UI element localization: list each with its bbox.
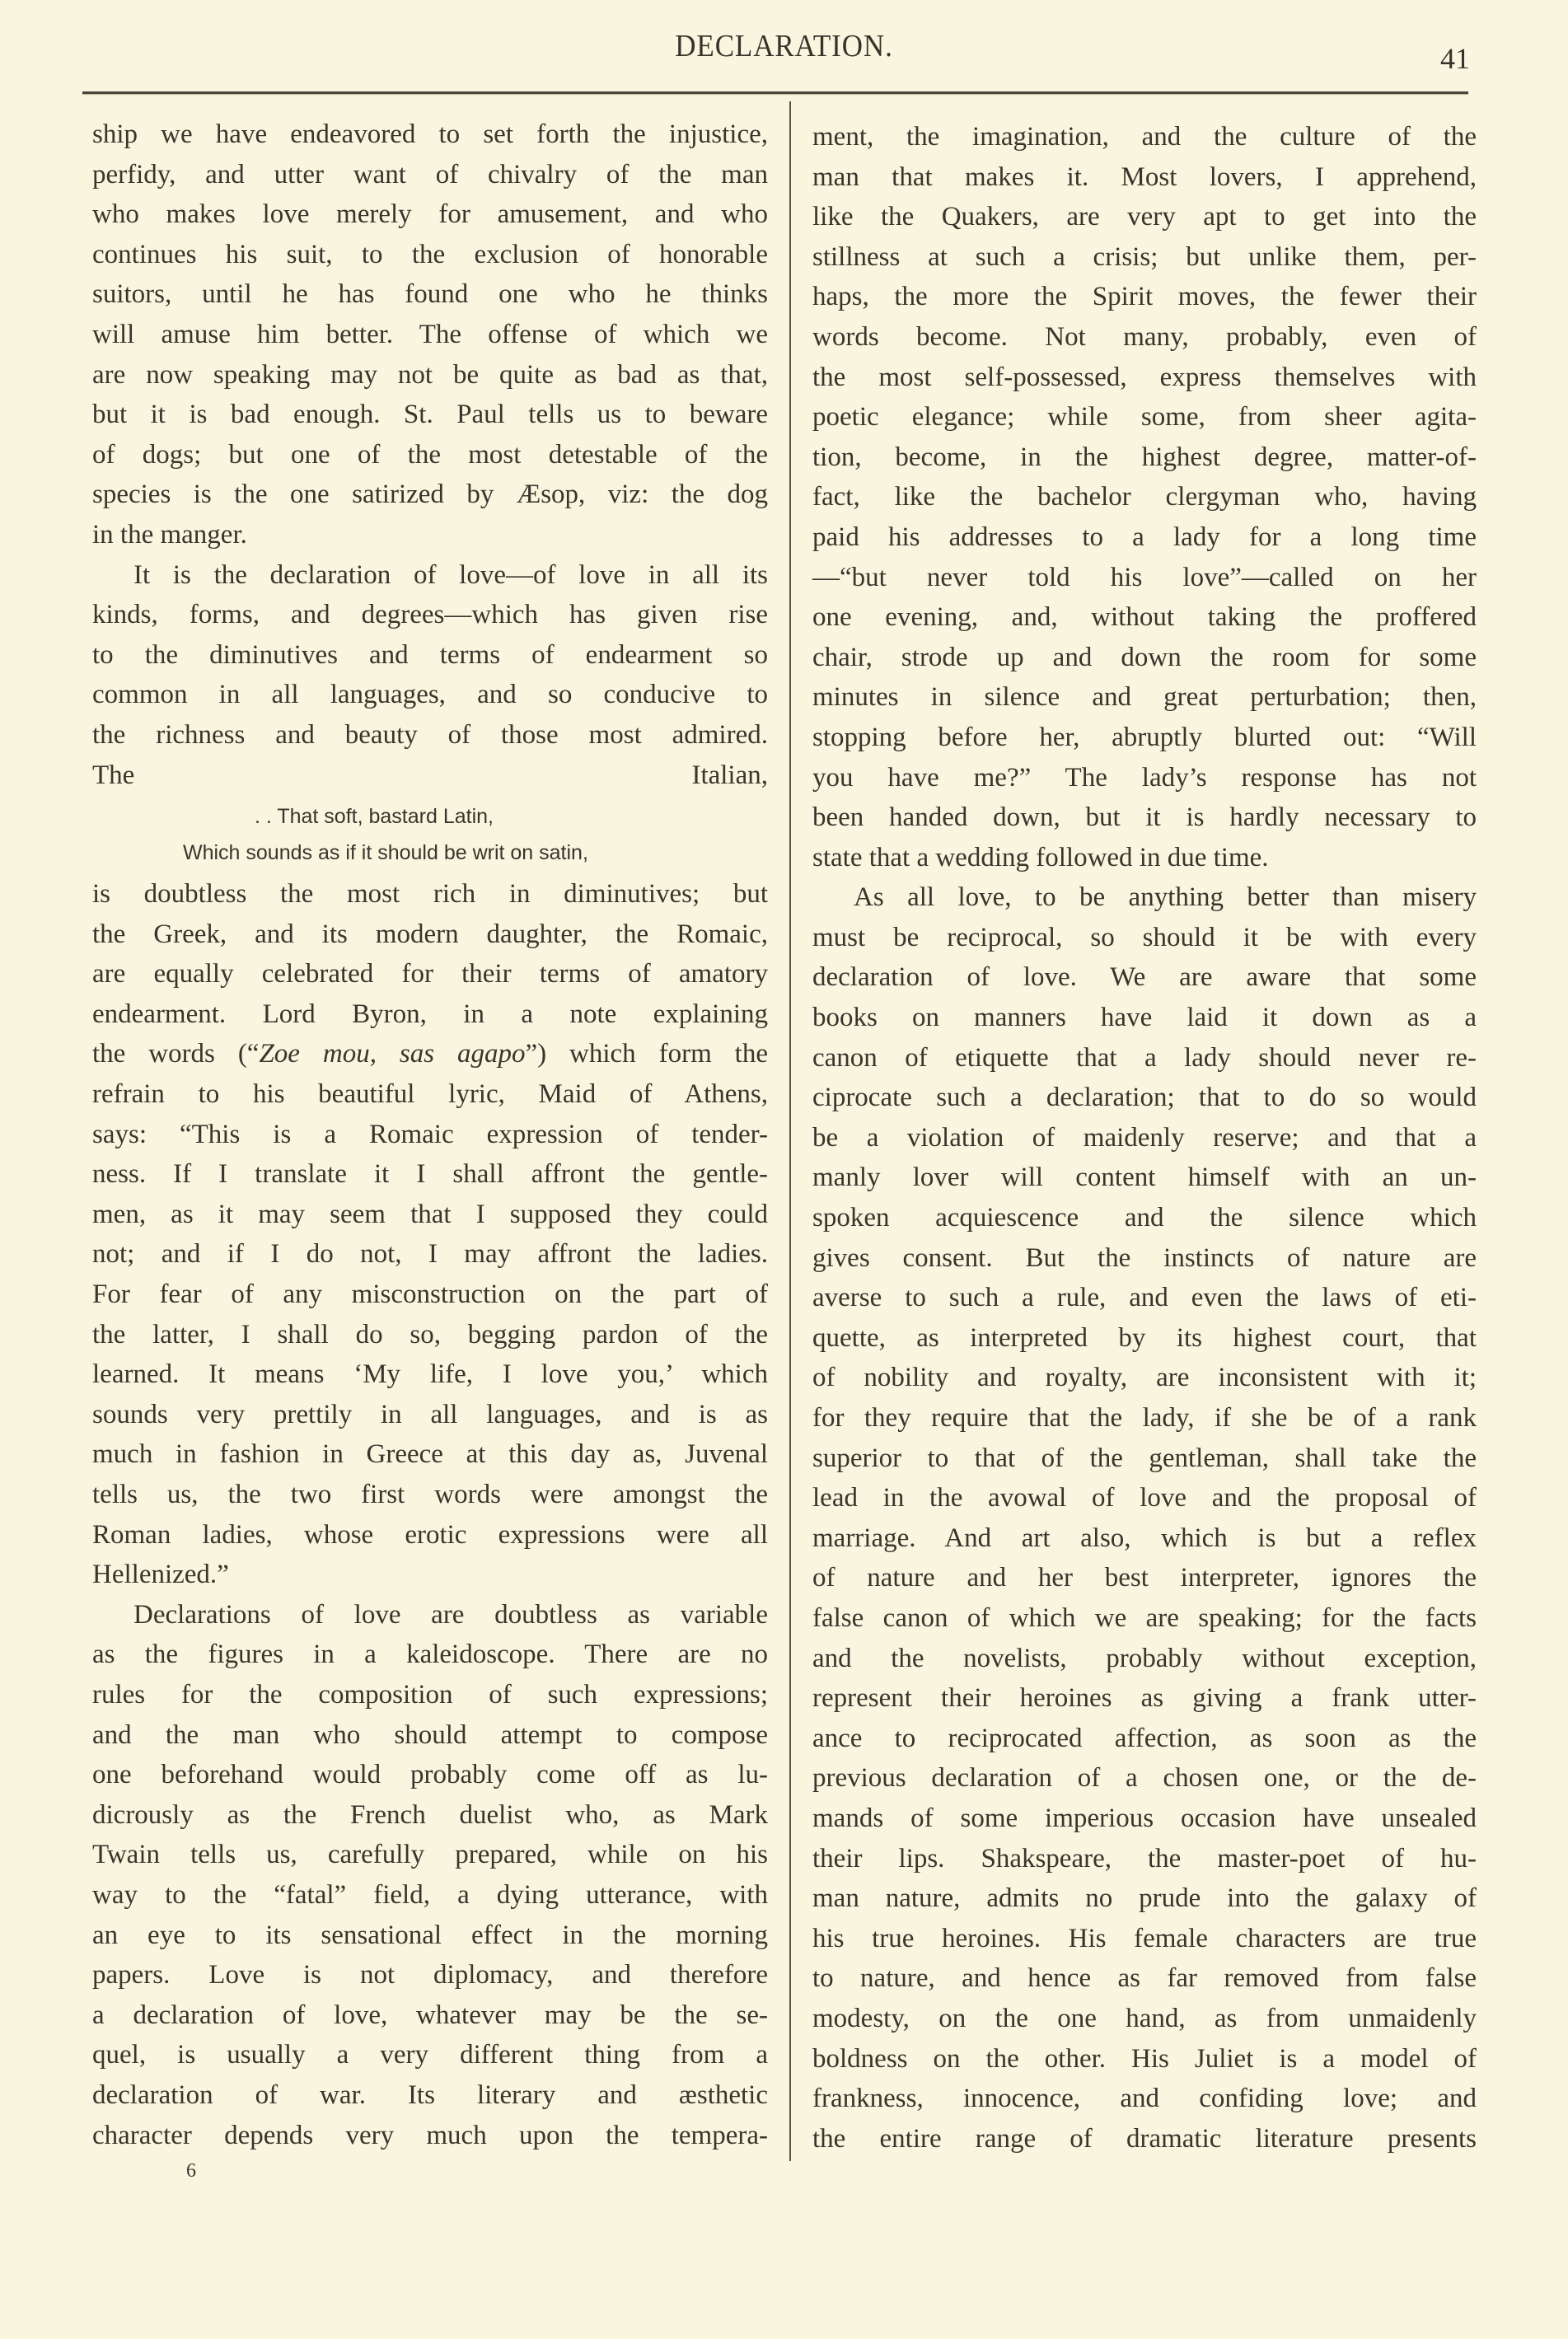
column-divider xyxy=(789,101,791,2161)
text-line: poetic elegance; while some, from sheer agita- xyxy=(812,402,1477,433)
text-line: the most self-possessed, express themselves with xyxy=(812,362,1477,392)
text-line: declaration of war. Its literary and æsthetic xyxy=(92,2079,768,2110)
text-line: as the figures in a kaleidoscope. There are no xyxy=(92,1640,768,1670)
text-line: but it is bad enough. St. Paul tells us to beware xyxy=(92,400,768,430)
left-column xyxy=(92,115,768,2155)
text-line: marriage. And art also, which is but a reflex xyxy=(812,1523,1477,1553)
text-line: says: “This is a Romaic expression of tender- xyxy=(92,1119,768,1149)
text-line: stopping before her, abruptly blurted out: “Will xyxy=(812,722,1477,752)
text-line: ship we have endeavored to set forth the injustice, xyxy=(92,119,768,149)
text-line: represent their heroines as giving a frank utter- xyxy=(812,1683,1477,1714)
text-line: in the manger. xyxy=(92,519,247,550)
text-line: learned. It means ‘My life, I love you,’ which xyxy=(92,1359,768,1390)
text-line: who makes love merely for amusement, and who xyxy=(92,199,768,230)
text-line: minutes in silence and great perturbation; then, xyxy=(812,682,1477,713)
paragraph xyxy=(92,555,768,796)
text-line: tion, become, in the highest degree, matter-of- xyxy=(812,442,1477,472)
text-line: must be reciprocal, so should it be with every xyxy=(812,922,1477,952)
text-line: the latter, I shall do so, begging pardon of the xyxy=(92,1319,768,1350)
text-line: canon of etiquette that a lady should never re- xyxy=(812,1042,1477,1073)
right-column xyxy=(812,117,1477,2159)
text-line: ment, the imagination, and the culture of the xyxy=(812,122,1477,152)
text-line: declaration of love. We are aware that some xyxy=(812,962,1477,993)
text-line: boldness on the other. His Juliet is a model of xyxy=(812,2043,1477,2074)
text-line: papers. Love is not diplomacy, and therefore xyxy=(92,1960,768,1990)
text-line: For fear of any misconstruction on the part of xyxy=(92,1279,768,1310)
text-line: the words (“Zoe mou, sas agapo”) which form the xyxy=(92,1039,768,1069)
text-line: Hellenized.” xyxy=(92,1560,229,1590)
text-line: ciprocate such a declaration; that to do so would xyxy=(812,1083,1477,1113)
paragraph xyxy=(92,1595,768,2155)
text-line: man that makes it. Most lovers, I apprehend, xyxy=(812,161,1477,192)
text-line: the entire range of dramatic literature presents xyxy=(812,2123,1477,2154)
text-line: his true heroines. His female characters are true xyxy=(812,1923,1477,1953)
text-line: quel, is usually a very different thing from a xyxy=(92,2040,768,2070)
text-line: an eye to its sensational effect in the morning xyxy=(92,1920,768,1950)
text-line: modesty, on the one hand, as from unmaidenly xyxy=(812,2003,1477,2033)
text-line: like the Quakers, are very apt to get into the xyxy=(812,202,1477,232)
verse-line: . . That soft, bastard Latin, xyxy=(255,805,494,829)
text-line: quette, as interpreted by its highest court, that xyxy=(812,1322,1477,1353)
text-line: ance to reciprocated affection, as soon as the xyxy=(812,1723,1477,1753)
text-line: been handed down, but it is hardly necessary to xyxy=(812,802,1477,833)
text-line: frankness, innocence, and confiding love; and xyxy=(812,2084,1477,2114)
italic-phrase: Zoe mou, sas agapo xyxy=(259,1039,526,1069)
text-line: the richness and beauty of those most admired. xyxy=(92,719,768,750)
text-line: and the man who should attempt to compose xyxy=(92,1719,768,1750)
text-line: As all love, to be anything better than misery xyxy=(854,882,1477,913)
text-line: books on manners have laid it down as a xyxy=(812,1003,1477,1033)
text-line: The Italian, xyxy=(92,760,768,790)
text-line: is doubtless the most rich in diminutives; but xyxy=(92,879,768,910)
text-line: a declaration of love, whatever may be the se- xyxy=(92,2000,768,2030)
text-line: are equally celebrated for their terms of amatory xyxy=(92,959,768,989)
text-line: manly lover will content himself with an un- xyxy=(812,1162,1477,1193)
text-line: be a violation of maidenly reserve; and that a xyxy=(812,1122,1477,1153)
text-line: you have me?” The lady’s response has not xyxy=(812,762,1477,793)
text-line: of dogs; but one of the most detestable of the xyxy=(92,439,768,470)
text-line: stillness at such a crisis; but unlike them, per- xyxy=(812,241,1477,272)
text-line: state that a wedding followed in due time. xyxy=(812,842,1269,872)
text-line: continues his suit, to the exclusion of honorable xyxy=(92,239,768,269)
text-line: to the diminutives and terms of endearment so xyxy=(92,639,768,670)
text-line: way to the “fatal” field, a dying utterance, with xyxy=(92,1879,768,1910)
header-rule xyxy=(82,91,1468,94)
text-line: to nature, and hence as far removed from false xyxy=(812,1963,1477,1994)
verse-line: Which sounds as if it should be writ on satin, xyxy=(183,841,588,865)
text-line: of nobility and royalty, are inconsistent with it; xyxy=(812,1363,1477,1393)
text-line: endearment. Lord Byron, in a note explaining xyxy=(92,999,768,1029)
text-line: will amuse him better. The offense of which we xyxy=(92,319,768,349)
text-line: fact, like the bachelor clergyman who, having xyxy=(812,482,1477,512)
text-line: perfidy, and utter want of chivalry of the man xyxy=(92,159,768,189)
text-line: averse to such a rule, and even the laws of eti- xyxy=(812,1283,1477,1313)
text-line: of nature and her best interpreter, ignores the xyxy=(812,1563,1477,1593)
text-line: lead in the avowal of love and the proposal of xyxy=(812,1483,1477,1513)
paragraph xyxy=(92,115,768,555)
text-line: words become. Not many, probably, even of xyxy=(812,321,1477,352)
text-line: previous declaration of a chosen one, or the de- xyxy=(812,1763,1477,1794)
text-line: sounds very prettily in all languages, and is as xyxy=(92,1399,768,1429)
text-line: species is the one satirized by Æsop, viz: the dog xyxy=(92,479,768,510)
text-line: ness. If I translate it I shall affront the gentle- xyxy=(92,1159,768,1190)
paragraph xyxy=(812,117,1477,877)
text-line: much in fashion in Greece at this day as, Juvenal xyxy=(92,1439,768,1470)
text-line: Roman ladies, whose erotic expressions were all xyxy=(92,1519,768,1550)
text-line: —“but never told his love”—called on her xyxy=(812,562,1477,592)
text-line: kinds, forms, and degrees—which has given rise xyxy=(92,600,768,630)
text-line: one evening, and, without taking the proffered xyxy=(812,602,1477,633)
signature-mark: 6 xyxy=(186,2160,196,2182)
paragraph xyxy=(812,877,1477,2159)
text-line: Declarations of love are doubtless as variable xyxy=(133,1599,768,1630)
text-line: one beforehand would probably come off as lu- xyxy=(92,1760,768,1790)
page-number: 41 xyxy=(1440,42,1470,75)
paragraph xyxy=(92,874,768,1595)
text-line: superior to that of the gentleman, shall take the xyxy=(812,1443,1477,1473)
text-line: spoken acquiescence and the silence which xyxy=(812,1203,1477,1233)
text-line: men, as it may seem that I supposed they could xyxy=(92,1199,768,1229)
text-line: paid his addresses to a lady for a long time xyxy=(812,522,1477,552)
text-line: chair, strode up and down the room for some xyxy=(812,642,1477,672)
text-line: mands of some imperious occasion have unsealed xyxy=(812,1803,1477,1833)
text-line: refrain to his beautiful lyric, Maid of Athens, xyxy=(92,1079,768,1110)
text-line: man nature, admits no prude into the galaxy of xyxy=(812,1883,1477,1914)
text-line: Twain tells us, carefully prepared, while on his xyxy=(92,1840,768,1870)
text-line: false canon of which we are speaking; for the facts xyxy=(812,1602,1477,1633)
text-line: character depends very much upon the tempera- xyxy=(92,2120,768,2150)
text-line: tells us, the two first words were amongst the xyxy=(92,1480,768,1509)
text-line: haps, the more the Spirit moves, the fewer their xyxy=(812,282,1477,312)
text-line: suitors, until he has found one who he thinks xyxy=(92,279,768,310)
running-head: DECLARATION. xyxy=(675,29,893,63)
text-line: for they require that the lady, if she be of a rank xyxy=(812,1403,1477,1433)
text-line: not; and if I do not, I may affront the ladies. xyxy=(92,1239,768,1270)
text-line: rules for the composition of such expressions; xyxy=(92,1679,768,1710)
text-line: are now speaking may not be quite as bad as that, xyxy=(92,359,768,390)
text-line: It is the declaration of love—of love in all its xyxy=(133,559,768,590)
text-line: common in all languages, and so conducive to xyxy=(92,680,768,710)
text-line: gives consent. But the instincts of nature are xyxy=(812,1242,1477,1273)
text-line: dicrously as the French duelist who, as Mark xyxy=(92,1799,768,1830)
text-line: their lips. Shakspeare, the master-poet of hu- xyxy=(812,1843,1477,1874)
text-line: and the novelists, probably without exception, xyxy=(812,1643,1477,1673)
text-line: the Greek, and its modern daughter, the Romaic, xyxy=(92,919,768,949)
verse-quotation xyxy=(92,795,768,874)
